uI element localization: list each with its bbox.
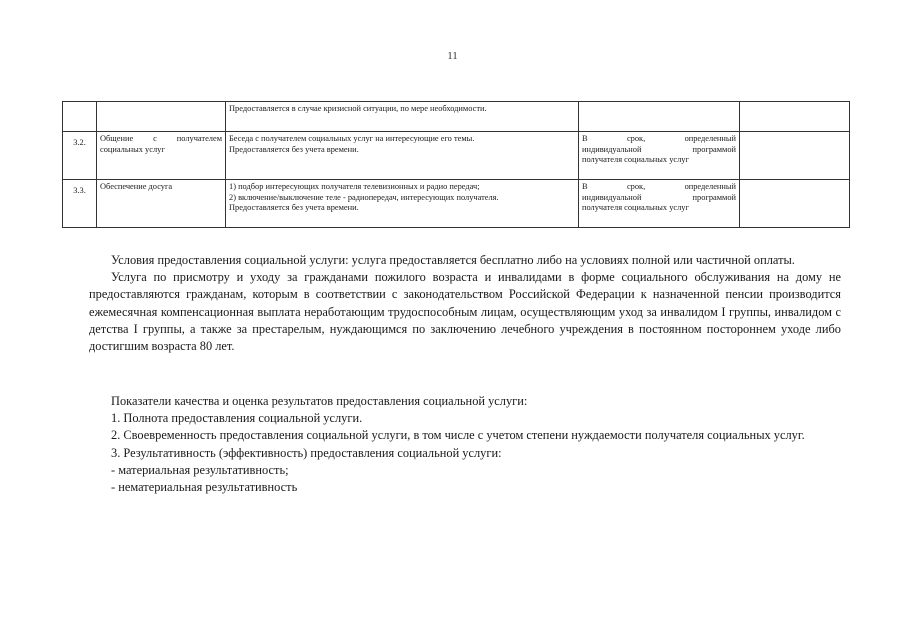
service-term-cell — [579, 180, 740, 228]
description-line: Беседа с получателем социальных услуг на интересующие его темы. — [229, 134, 475, 143]
term-line: индивидуальной программой — [582, 144, 736, 154]
service-name-cell: Обеспечение досуга — [97, 180, 226, 228]
term-line: В срок, определенный — [582, 182, 736, 191]
quality-item: 1. Полнота предоставления социальной услуги. — [111, 411, 363, 426]
quality-item: 2. Своевременность предоставления социальной услуги, в том числе с учетом степени нуждаемости получателя социальных услуг. — [111, 428, 805, 443]
quality-subitem: - нематериальная результативность — [111, 480, 298, 495]
description-line: 1) подбор интересующих получателя телевизионных и радио передач; — [229, 182, 480, 191]
quality-heading: Показатели качества и оценка результатов предоставления социальной услуги: — [111, 394, 528, 408]
service-name-cell: Общение с получателем социальных услуг — [97, 132, 226, 180]
service-description-cell — [226, 102, 579, 132]
service-description-cell — [226, 132, 579, 180]
compensation-paragraph: Услуга по присмотру и уходу за гражданами пожилого возраста и инвалидами в форме социального обслуживания на дому не предоставляются гражданам, которым в соответствии с законодательством Российской Федерации к назначенной пенсии производится ежемесячная компенсационная выплата неработающим трудоспособным лицам, осуществляющим уход за инвалидом I группы, инвалидом с детства I группы, а также за престарелым, нуждающимся по заключению лечебного учреждения в постоянном постороннем уходе либо достигшим возраста 80 лет. — [89, 270, 841, 354]
table-row — [63, 132, 850, 180]
term-line: получателя социальных услуг — [582, 203, 689, 212]
extra-cell — [740, 102, 850, 132]
service-description-cell — [226, 180, 579, 228]
extra-cell — [740, 132, 850, 180]
description-line: Предоставляется без учета времени. — [229, 144, 359, 154]
service-number-cell — [63, 102, 97, 132]
table-row — [63, 102, 850, 132]
quality-section — [89, 393, 841, 496]
services-table — [62, 101, 850, 228]
service-term-cell — [579, 132, 740, 180]
page-number: 11 — [447, 50, 458, 62]
description-line: Предоставляется в случае кризисной ситуации, по мере необходимости. — [229, 104, 487, 113]
service-number-cell: 3.3. — [63, 180, 97, 228]
quality-subitem: - материальная результативность; — [111, 462, 289, 477]
conditions-section — [89, 252, 841, 355]
term-line: индивидуальной программой — [582, 192, 736, 202]
service-name-cell — [97, 102, 226, 132]
term-line: В срок, определенный — [582, 134, 736, 143]
extra-cell — [740, 180, 850, 228]
quality-item: 3. Результативность (эффективность) предоставления социальной услуги: — [111, 445, 502, 460]
table-row — [63, 180, 850, 228]
term-line: получателя социальных услуг — [582, 155, 689, 164]
service-number-cell: 3.2. — [63, 132, 97, 180]
description-line: Предоставляется без учета времени. — [229, 203, 359, 212]
description-line: 2) включение/выключение теле - радиопередач, интересующих получателя. — [229, 192, 499, 202]
service-term-cell — [579, 102, 740, 132]
conditions-paragraph: Условия предоставления социальной услуги: услуга предоставляется бесплатно либо на условиях полной или частичной оплаты. — [111, 253, 795, 267]
